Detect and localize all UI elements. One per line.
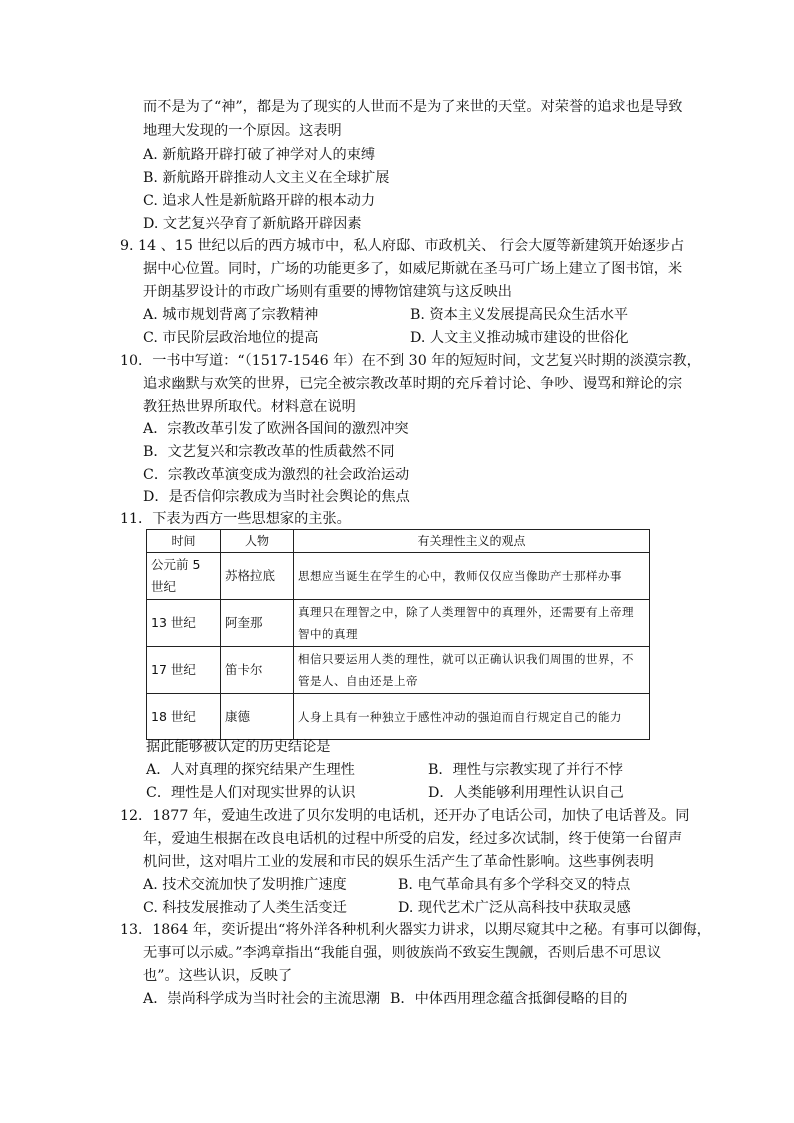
table-row — [147, 600, 650, 647]
q12-stem-line-3: 机问世，这对唱片工业的发展和市民的娱乐生活产生了革命性影响。这些事例表明 — [143, 854, 654, 870]
table-cell-time: 17 世纪 — [147, 647, 221, 694]
table-header-time: 时间 — [147, 530, 221, 553]
q12-stem-line-2: 年，爱迪生根据在改良电话机的过程中所受的启发，经过多次试制，终于使第一台留声 — [143, 831, 683, 847]
q10-option-a: A．宗教改革引发了欧洲各国间的激烈冲突 — [143, 421, 409, 437]
table-cell-time: 13 世纪 — [147, 600, 221, 647]
q12-option-c: C. 科技发展推动了人类生活变迁 — [143, 900, 347, 916]
table-cell-time: 公元前 5 世纪 — [147, 553, 221, 600]
q10-option-b: B．文艺复兴和宗教改革的性质截然不同 — [143, 444, 395, 460]
table-row — [147, 694, 650, 740]
q9-option-b: B. 资本主义发展提高民众生活水平 — [410, 307, 629, 323]
q11-option-c: C．理性是人们对现实世界的认识 — [146, 785, 356, 801]
table-cell-view: 真理只在理智之中，除了人类理智中的真理外，还需要有上帝理智中的真理 — [294, 600, 650, 647]
table-cell-person: 阿奎那 — [221, 600, 294, 647]
q8-option-a: A. 新航路开辟打破了神学对人的束缚 — [143, 147, 376, 163]
q9-option-a: A. 城市规划背离了宗教精神 — [143, 307, 319, 323]
q8-option-d: D. 文艺复兴孕育了新航路开辟因素 — [143, 216, 362, 232]
q8-option-c: C. 追求人性是新航路开辟的根本动力 — [143, 193, 376, 209]
q10-stem-line-1: 10．一书中写道：“（1517-1546 年）在不到 30 年的短短时间，文艺复兴时期的淡漠宗教， — [120, 353, 701, 369]
q13-stem-line-2: 无事可以示威。”李鸿章指出“我能自强，则彼族尚不致妄生觊觎，否则后患不可思议 — [143, 945, 662, 961]
q10-option-c: C．宗教改革演变成为激烈的社会政治运动 — [143, 467, 410, 483]
table-header-view: 有关理性主义的观点 — [294, 530, 650, 553]
q9-option-c: C. 市民阶层政治地位的提高 — [143, 330, 319, 346]
table-cell-person: 笛卡尔 — [221, 647, 294, 694]
q13-option-b: B．中体西用理念蕴含抵御侵略的目的 — [390, 991, 628, 1007]
q11-stem: 11．下表为西方一些思想家的主张。 — [120, 511, 351, 527]
q8-option-b: B. 新航路开辟推动人文主义在全球扩展 — [143, 170, 390, 186]
table-header-person: 人物 — [221, 530, 294, 553]
q9-option-d: D. 人文主义推动城市建设的世俗化 — [410, 330, 629, 346]
q9-stem-line-1: 9. 14 、15 世纪以后的西方城市中，私人府邸、市政机关、 行会大厦等新建筑开始逐步占 — [120, 238, 685, 254]
q11-option-a: A．人对真理的探究结果产生理性 — [146, 762, 355, 778]
q11-after-table: 据此能够被认定的历史结论是 — [146, 739, 331, 755]
q9-stem-line-3: 开朗基罗设计的市政广场则有重要的博物馆建筑与这反映出 — [143, 284, 512, 300]
q8-stem-line-1: 而不是为了“神”，都是为了现实的人世而不是为了来世的天堂。对荣誉的追求也是导致 — [143, 99, 683, 115]
q13-stem-line-3: 也”。这些认识，反映了 — [143, 968, 293, 984]
table-row — [147, 553, 650, 600]
table-cell-person: 康德 — [221, 694, 294, 740]
q11-thinkers-table — [146, 529, 650, 740]
q13-stem-line-1: 13．1864 年，奕䜣提出“将外洋各种机利火器实力讲求，以期尽窥其中之秘。有事可以御侮， — [120, 922, 711, 938]
table-cell-view: 相信只要运用人类的理性，就可以正确认识我们周围的世界，不管是人、自由还是上帝 — [294, 647, 650, 694]
table-cell-time: 18 世纪 — [147, 694, 221, 740]
q12-stem-line-1: 12．1877 年，爱迪生改进了贝尔发明的电话机，还开办了电话公司，加快了电话普及。同 — [120, 808, 690, 824]
table-cell-view: 思想应当诞生在学生的心中，教师仅仅应当像助产士那样办事 — [294, 553, 650, 600]
q10-option-d: D．是否信仰宗教成为当时社会舆论的焦点 — [143, 489, 410, 505]
q11-option-b: B．理性与宗教实现了并行不悖 — [428, 762, 623, 778]
q10-stem-line-3: 教狂热世界所取代。材料意在说明 — [143, 399, 356, 415]
q9-stem-line-2: 据中心位置。同时，广场的功能更多了，如威尼斯就在圣马可广场上建立了图书馆，米 — [143, 261, 683, 277]
q12-option-d: D. 现代艺术广泛从高科技中获取灵感 — [398, 900, 631, 916]
q13-option-a: A．崇尚科学成为当时社会的主流思潮 — [143, 991, 381, 1007]
q12-option-b: B. 电气革命具有多个学科交叉的特点 — [398, 877, 631, 893]
q11-option-d: D．人类能够利用理性认识自己 — [428, 785, 624, 801]
q12-option-a: A. 技术交流加快了发明推广速度 — [143, 877, 347, 893]
q10-stem-line-2: 追求幽默与欢笑的世界，已完全被宗教改革时期的充斥着讨论、争吵、谩骂和辩论的宗 — [143, 376, 683, 392]
table-header-row — [147, 530, 650, 553]
table-cell-view: 人身上具有一种独立于感性冲动的强迫而自行规定自己的能力 — [294, 694, 650, 740]
table-cell-person: 苏格拉底 — [221, 553, 294, 600]
table-row — [147, 647, 650, 694]
q8-stem-line-2: 地理大发现的一个原因。这表明 — [143, 123, 342, 139]
